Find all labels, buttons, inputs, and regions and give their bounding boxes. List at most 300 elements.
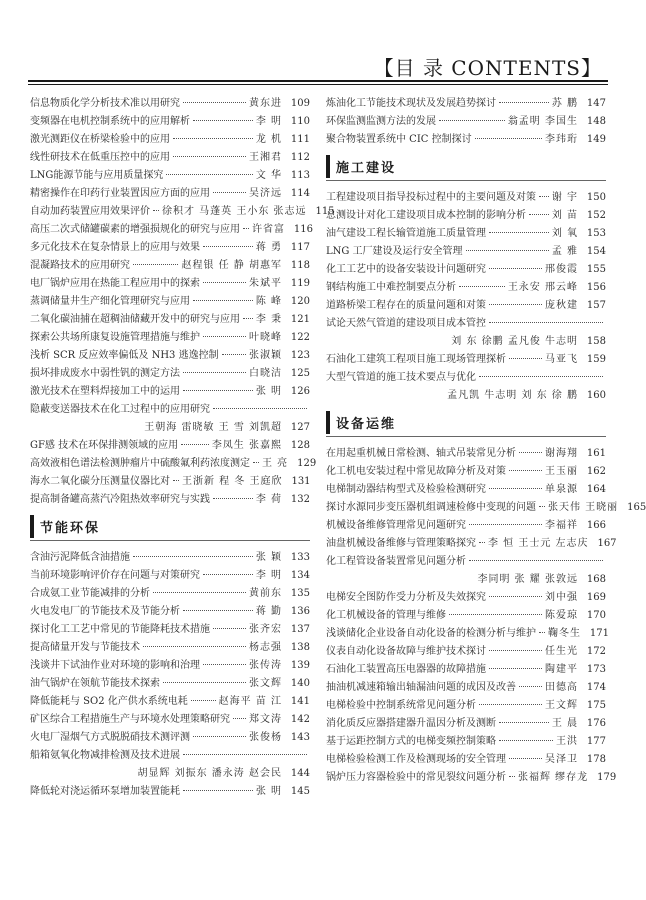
toc-entry[interactable]: [30, 329, 310, 347]
toc-entry[interactable]: [30, 257, 310, 275]
toc-entry-line: [30, 765, 310, 783]
toc-entry-line: [30, 729, 310, 747]
dot-leader: [173, 138, 253, 139]
toc-entry[interactable]: [326, 297, 606, 315]
dot-leader: [193, 120, 253, 121]
section-title: 节能环保: [30, 515, 106, 538]
dot-leader: [479, 704, 542, 705]
toc-entry[interactable]: [30, 383, 310, 401]
toc-entry-line: [30, 383, 310, 401]
dot-leader: [489, 488, 542, 489]
toc-entry-authors: 杨志强: [249, 642, 282, 653]
toc-entry-authors: 陶建平: [545, 664, 578, 675]
toc-entry-line: [30, 621, 310, 639]
toc-entry-page: 153: [586, 228, 606, 239]
toc-entry-title: 火电厂湿烟气方式脱脱硝技术测评测: [30, 732, 190, 743]
toc-entry-page: 133: [290, 552, 310, 563]
dot-leader: [489, 268, 542, 269]
toc-entry-authors: 谢 宇: [551, 192, 578, 203]
dot-leader: [133, 264, 178, 265]
toc-entry-page: 148: [586, 116, 606, 127]
toc-entry-page: 118: [290, 260, 310, 271]
toc-entry-page: 162: [586, 466, 606, 477]
toc-entry[interactable]: [30, 275, 310, 293]
dot-leader: [489, 322, 603, 323]
toc-entry-title: 工程建设项目指导投标过程中的主要问题及对策: [326, 192, 536, 203]
toc-entry-authors: 邢俊霞: [545, 264, 578, 275]
toc-entry-authors: 任生光: [545, 646, 578, 657]
toc-entry[interactable]: [30, 675, 310, 693]
toc-entry-line: [30, 203, 335, 221]
toc-entry[interactable]: [30, 657, 310, 675]
toc-entry[interactable]: [326, 553, 606, 589]
toc-entry-title: 激光技术在塑料焊接加工中的运用: [30, 386, 180, 397]
toc-entry-title: 降低轮对浇运循环泵增加装置能耗: [30, 786, 180, 797]
dot-leader: [499, 102, 549, 103]
toc-entry-line: [30, 657, 310, 675]
toc-entry-line: [30, 491, 310, 509]
toc-entry-line: [30, 239, 310, 257]
dot-leader: [183, 390, 253, 391]
toc-entry[interactable]: [30, 239, 310, 257]
toc-entry-authors: 谢海翔: [545, 448, 578, 459]
toc-entry-title: 激光测距仪在桥梁检验中的应用: [30, 134, 170, 145]
toc-entry-line: [326, 697, 606, 715]
toc-entry[interactable]: [30, 473, 310, 491]
toc-entry-page: 164: [586, 484, 606, 495]
toc-entry-line: [326, 553, 606, 571]
dot-leader: [213, 628, 246, 629]
toc-entry-page: 113: [290, 170, 310, 181]
toc-entry-authors: 翁孟明 李国生: [507, 116, 578, 127]
toc-entry-title: 探讨化工工艺中常见的节能降耗技术措施: [30, 624, 210, 635]
toc-entry-authors: 郑文涛: [249, 714, 282, 725]
toc-entry-line: [30, 95, 310, 113]
toc-entry-line: [30, 149, 310, 167]
dot-leader: [183, 372, 246, 373]
section-title: 施工建设: [326, 155, 402, 178]
header-rule-thin: [28, 84, 608, 85]
toc-entry-title: 抽油机减速箱输出轴漏油问题的成因及改善: [326, 682, 516, 693]
toc-entry-page: 179: [597, 772, 617, 783]
toc-entry-authors: 王浙新 程 冬 王庭欣: [182, 476, 283, 487]
toc-entry-authors: 张传涛: [249, 660, 282, 671]
toc-entry-page: 161: [586, 448, 606, 459]
toc-entry[interactable]: [326, 715, 606, 733]
dot-leader: [519, 686, 542, 687]
contents-title: 【目 录 CONTENTS】: [373, 56, 602, 80]
dot-leader: [133, 556, 253, 557]
toc-entry[interactable]: [30, 783, 310, 801]
toc-entry-page: 126: [290, 386, 310, 397]
dot-leader: [233, 718, 246, 719]
toc-entry-authors: 孟凡凯 牛志明 刘 东 徐 鹏: [447, 390, 578, 401]
toc-entry-page: 132: [290, 494, 310, 505]
dot-leader: [183, 610, 253, 611]
toc-entry-line: [326, 679, 606, 697]
toc-entry[interactable]: [326, 625, 609, 643]
dot-leader: [243, 228, 249, 229]
dot-leader: [449, 614, 542, 615]
toc-entry-page: 150: [586, 192, 606, 203]
toc-entry-page: 129: [297, 458, 317, 469]
toc-entry[interactable]: [326, 315, 606, 351]
toc-entry-authors: 李福祥: [545, 520, 578, 531]
toc-entry[interactable]: [30, 185, 310, 203]
toc-entry-title: 线性研技术在低重压控中的应用: [30, 152, 170, 163]
dot-leader: [166, 174, 252, 175]
toc-entry[interactable]: [326, 769, 617, 787]
dot-leader: [479, 376, 603, 377]
toc-entry[interactable]: [326, 481, 606, 499]
toc-entry[interactable]: [30, 621, 310, 639]
toc-entry[interactable]: [30, 437, 310, 455]
toc-entry-line: [30, 275, 310, 293]
toc-entry-page: 143: [290, 732, 310, 743]
toc-entry-page: 178: [586, 754, 606, 765]
toc-entry[interactable]: [326, 189, 606, 207]
toc-entry[interactable]: [326, 535, 617, 553]
toc-entry-authors: 李同明 张 耀 张敦远: [477, 574, 578, 585]
toc-entry-page: 119: [290, 278, 310, 289]
dot-leader: [193, 736, 246, 737]
toc-entry-page: 123: [290, 350, 310, 361]
toc-entry[interactable]: [326, 499, 646, 517]
dot-leader: [439, 120, 505, 121]
toc-entry[interactable]: [326, 95, 606, 113]
toc-entry-authors: 李 秉: [255, 314, 282, 325]
toc-entry[interactable]: [30, 131, 310, 149]
toc-entry-page: 152: [586, 210, 606, 221]
toc-entry-title: 船箱氨氧化物减排检测及技术进展: [30, 750, 180, 761]
toc-entry-authors: 王 晨: [551, 718, 578, 729]
toc-entry-line: [326, 589, 606, 607]
toc-entry[interactable]: [326, 751, 606, 769]
toc-entry-line: [30, 131, 310, 149]
toc-entry-authors: 张 明: [255, 386, 282, 397]
toc-entry-authors: 张俊杨: [249, 732, 282, 743]
toc-entry-title: 降低能耗与 SO2 化产供水系统电耗: [30, 696, 188, 707]
toc-entry-page: 114: [290, 188, 310, 199]
dot-leader: [459, 286, 505, 287]
toc-entry[interactable]: [30, 95, 310, 113]
toc-entry-title: 聚合物装置系统中 CIC 控制探讨: [326, 134, 472, 145]
toc-entry-line: [30, 455, 317, 473]
toc-entry-authors: 蒋 勤: [255, 606, 282, 617]
toc-entry-authors: 张 明: [255, 786, 282, 797]
toc-entry-title: 信息物质化学分析技术准以用研究: [30, 98, 180, 109]
toc-entry-page: 136: [290, 606, 310, 617]
dot-leader: [469, 524, 542, 525]
toc-entry-authors: 徐积才 马蓬英 王小东 张志远: [162, 206, 307, 217]
dot-leader: [509, 776, 515, 777]
toc-entry[interactable]: [326, 369, 606, 405]
toc-entry-authors: 李 明: [255, 570, 282, 581]
dot-leader: [539, 196, 549, 197]
toc-entry[interactable]: [326, 517, 606, 535]
toc-entry[interactable]: [326, 279, 606, 297]
dot-leader: [489, 304, 542, 305]
toc-entry-line: [30, 293, 310, 311]
toc-entry-title: GF感 技术在环保排测领域的应用: [30, 440, 179, 451]
toc-entry[interactable]: [326, 113, 606, 131]
toc-entry-line: [326, 715, 606, 733]
toc-entry[interactable]: [326, 589, 606, 607]
toc-entry-page: 159: [586, 354, 606, 365]
toc-entry-title: 总测设计对化工建设项目成本控制的影响分析: [326, 210, 526, 221]
toc-entry-page: 115: [315, 206, 335, 217]
toc-entry-page: 137: [290, 624, 310, 635]
toc-entry-title: 钢结构施工中难控制要点分析: [326, 282, 456, 293]
toc-entry-title: 在用起重机械日常检测、轴式吊装常见分析: [326, 448, 516, 459]
dot-leader: [153, 592, 246, 593]
toc-entry-line: [30, 693, 310, 711]
toc-entry[interactable]: [30, 149, 310, 167]
toc-entry[interactable]: [326, 261, 606, 279]
toc-entry-line: [326, 661, 606, 679]
toc-entry-title: 高效液相色谱法检测肿瘤片中硫酸氟利药浓度测定: [30, 458, 250, 469]
toc-entry-authors: 张淑颖: [249, 350, 282, 361]
toc-entry-page: 144: [290, 768, 310, 779]
toc-entry-title: 提高储量开发与节能技术: [30, 642, 140, 653]
toc-entry[interactable]: [326, 607, 606, 625]
dot-leader: [173, 480, 179, 481]
toc-entry[interactable]: [30, 311, 310, 329]
dot-leader: [469, 560, 603, 561]
toc-entry-page: 111: [290, 134, 310, 145]
toc-entry-line: [326, 189, 606, 207]
toc-entry[interactable]: [326, 661, 606, 679]
toc-entry-line: [326, 481, 606, 499]
toc-entry-title: 电梯安全图防作受力分析及失效探究: [326, 592, 486, 603]
toc-entry[interactable]: [30, 693, 310, 711]
toc-entry[interactable]: [30, 549, 310, 567]
toc-entry-page: 158: [586, 336, 606, 347]
toc-entry-title: 混凝路技术的应用研究: [30, 260, 130, 271]
dot-leader: [253, 462, 259, 463]
toc-entry[interactable]: [326, 679, 606, 697]
toc-entry-title: 损坏排成废水中弱性钒的测定方法: [30, 368, 180, 379]
toc-entry-authors: 李 恒 王士元 左志庆: [488, 538, 589, 549]
dot-leader: [489, 596, 542, 597]
section-rule: [30, 540, 310, 541]
dot-leader: [191, 700, 216, 701]
dot-leader: [466, 250, 549, 251]
toc-entry-title: 合成氨工业节能减排的分析: [30, 588, 150, 599]
toc-entry-authors: 李凤生 张嘉熙: [211, 440, 282, 451]
toc-entry[interactable]: [326, 463, 606, 481]
toc-entry[interactable]: [30, 491, 310, 509]
toc-entry-authors: 庞秋建: [545, 300, 578, 311]
toc-entry-authors: 蒋 勇: [255, 242, 282, 253]
toc-entry-line: [326, 297, 606, 315]
toc-entry-authors: 苏 鹏: [551, 98, 578, 109]
toc-entry-page: 176: [586, 718, 606, 729]
toc-entry-authors: 王朝海 雷晓敏 王 雪 刘凯超: [144, 422, 282, 433]
toc-entry-page: 139: [290, 660, 310, 671]
toc-entry-line: [30, 549, 310, 567]
toc-entry[interactable]: [30, 221, 313, 239]
toc-entry-page: 128: [290, 440, 310, 451]
dot-leader: [203, 664, 246, 665]
toc-entry-line: [30, 167, 310, 185]
toc-entry-title: 精密操作在印药行业装置因应方面的应用: [30, 188, 210, 199]
toc-entry-page: 168: [586, 574, 606, 585]
toc-entry-title: 探索公共场所康复设施管理措施与维护: [30, 332, 200, 343]
toc-entry[interactable]: [326, 207, 606, 225]
toc-entry-authors: 张文辉: [249, 678, 282, 689]
toc-entry[interactable]: [326, 243, 606, 261]
toc-entry[interactable]: [326, 697, 606, 715]
toc-entry-line: [326, 131, 606, 149]
toc-entry-line: [326, 517, 606, 535]
dot-leader: [183, 102, 246, 103]
toc-entry-line: [326, 625, 609, 643]
toc-entry-page: 156: [586, 282, 606, 293]
toc-entry[interactable]: [326, 733, 606, 751]
toc-entry-line: [30, 221, 313, 239]
toc-entry[interactable]: [30, 365, 310, 383]
section-heading: [30, 515, 310, 545]
toc-entry-title: 石油化工建筑工程项目施工现场管理探析: [326, 354, 506, 365]
toc-entry-line: [326, 315, 606, 333]
toc-entry-line: [30, 473, 310, 491]
dot-leader: [529, 214, 549, 215]
dot-leader: [509, 470, 542, 471]
toc-entry-authors: 吴泽卫: [545, 754, 578, 765]
toc-entry-title: 石油化工装置高压电器器的故障措施: [326, 664, 486, 675]
toc-entry-line: [30, 585, 310, 603]
toc-entry[interactable]: [326, 225, 606, 243]
header-rule: [28, 80, 608, 82]
toc-entry-line: [30, 675, 310, 693]
toc-entry-title: 电梯检验检测工作及检测现场的安全管理: [326, 754, 506, 765]
toc-entry-authors: 朱斌平: [249, 278, 282, 289]
toc-entry-line: [30, 365, 310, 383]
toc-entry[interactable]: [30, 711, 310, 729]
toc-entry-authors: 王永安 邢云峰: [507, 282, 578, 293]
toc-entry-authors: 刘中强: [545, 592, 578, 603]
toc-entry[interactable]: [30, 347, 310, 365]
toc-entry[interactable]: [30, 747, 310, 783]
toc-entry-line: [326, 607, 606, 625]
toc-entry-title: 电梯制动器结构型式及检验检测研究: [326, 484, 486, 495]
toc-entry-page: 112: [290, 152, 310, 163]
toc-entry[interactable]: [30, 603, 310, 621]
toc-entry-authors: 赵程银 任 静 胡惠军: [181, 260, 282, 271]
toc-entry-line: [326, 333, 606, 351]
toc-entry-line: [30, 257, 310, 275]
toc-entry-title: 提高制备罐高蒸汽冷阻热效率研究与实践: [30, 494, 210, 505]
toc-entry-title: 高压二次式储罐碳素的增强损规化的研究与应用: [30, 224, 240, 235]
toc-entry-page: 165: [627, 502, 646, 513]
toc-entry-title: 多元化技术在复杂情景上的应用与效果: [30, 242, 200, 253]
toc-entry-authors: 王湘君: [249, 152, 282, 163]
toc-entry-authors: 胡显辉 刘振东 潘永涛 赵会民: [137, 768, 282, 779]
toc-entry-page: 147: [586, 98, 606, 109]
toc-entry[interactable]: [326, 643, 606, 661]
toc-entry-title: LNG能源节能与应用质量探究: [30, 170, 164, 181]
toc-entry[interactable]: [30, 639, 310, 657]
toc-entry-page: 135: [290, 588, 310, 599]
dot-leader: [243, 318, 253, 319]
toc-entry[interactable]: [30, 567, 310, 585]
toc-entry-title: 含油污泥降低含油措施: [30, 552, 130, 563]
toc-entry[interactable]: [30, 455, 317, 473]
toc-entry-authors: 文 华: [255, 170, 282, 181]
toc-entry-title: 炼油化工节能技术现状及发展趋势探讨: [326, 98, 496, 109]
toc-entry-title: 化工机电安装过程中常见故障分析及对策: [326, 466, 506, 477]
toc-entry-line: [30, 783, 310, 801]
toc-entry-authors: 白晓洁: [249, 368, 282, 379]
toc-entry-title: LNG 工厂建设及运行安全管理: [326, 246, 463, 257]
toc-entry[interactable]: [30, 113, 310, 131]
toc-entry-authors: 吴济远: [249, 188, 282, 199]
toc-entry-page: 116: [293, 224, 313, 235]
toc-entry-page: 177: [586, 736, 606, 747]
toc-entry-line: [326, 279, 606, 297]
toc-entry-page: 145: [290, 786, 310, 797]
toc-entry-title: 锅炉压力容器检验中的常见裂纹问题分析: [326, 772, 506, 783]
dot-leader: [489, 668, 542, 669]
toc-entry-page: 117: [290, 242, 310, 253]
section-title: 设备运维: [326, 411, 402, 434]
toc-entry-line: [326, 387, 606, 405]
toc-entry-authors: 叶晓峰: [249, 332, 282, 343]
toc-entry[interactable]: [30, 203, 335, 221]
dot-leader: [203, 336, 246, 337]
toc-entry-line: [326, 351, 606, 369]
toc-entry-line: [30, 567, 310, 585]
toc-entry-title: 化工机械设备的管理与维修: [326, 610, 446, 621]
toc-entry-title: 当前环境影响评价存在问题与对策研究: [30, 570, 200, 581]
dot-leader: [489, 650, 542, 651]
toc-entry-page: 170: [586, 610, 606, 621]
toc-entry-title: 电梯检验中控制系统常见问题分析: [326, 700, 476, 711]
toc-entry-page: 173: [586, 664, 606, 675]
toc-entry-line: [30, 639, 310, 657]
toc-entry-page: 172: [586, 646, 606, 657]
toc-entry-page: 142: [290, 714, 310, 725]
toc-entry-authors: 王洪: [556, 736, 578, 747]
toc-entry[interactable]: [326, 131, 606, 149]
dot-leader: [475, 138, 542, 139]
toc-entry-page: 157: [586, 300, 606, 311]
toc-entry[interactable]: [30, 401, 310, 437]
toc-entry-title: 电厂锅炉应用在热能工程应用中的探索: [30, 278, 200, 289]
toc-entry-authors: 李玮珩: [545, 134, 578, 145]
toc-entry-authors: 刘 氧: [551, 228, 578, 239]
toc-entry[interactable]: [326, 445, 606, 463]
toc-entry[interactable]: [30, 167, 310, 185]
toc-entry-page: 127: [290, 422, 310, 433]
toc-entry-title: 海水二氧化碳分压测量仪器比对: [30, 476, 170, 487]
dot-leader: [499, 740, 553, 741]
toc-entry-line: [326, 733, 606, 751]
toc-entry-title: 消化质反应器搭建器升温因分析及测断: [326, 718, 496, 729]
toc-entry-title: 化工工艺中的设备安装设计问题研究: [326, 264, 486, 275]
toc-entry[interactable]: [30, 293, 310, 311]
toc-entry-page: 169: [586, 592, 606, 603]
toc-entry[interactable]: [30, 585, 310, 603]
toc-entry[interactable]: [326, 351, 606, 369]
toc-entry-page: 174: [586, 682, 606, 693]
toc-entry-title: 浅谈井下试油作业对环境的影响和治理: [30, 660, 200, 671]
toc-entry[interactable]: [30, 729, 310, 747]
toc-entry-title: 火电发电厂的节能技术及节能分析: [30, 606, 180, 617]
toc-entry-title: 油盘机械设备维修与管理策略探究: [326, 538, 476, 549]
dot-leader: [183, 754, 307, 755]
